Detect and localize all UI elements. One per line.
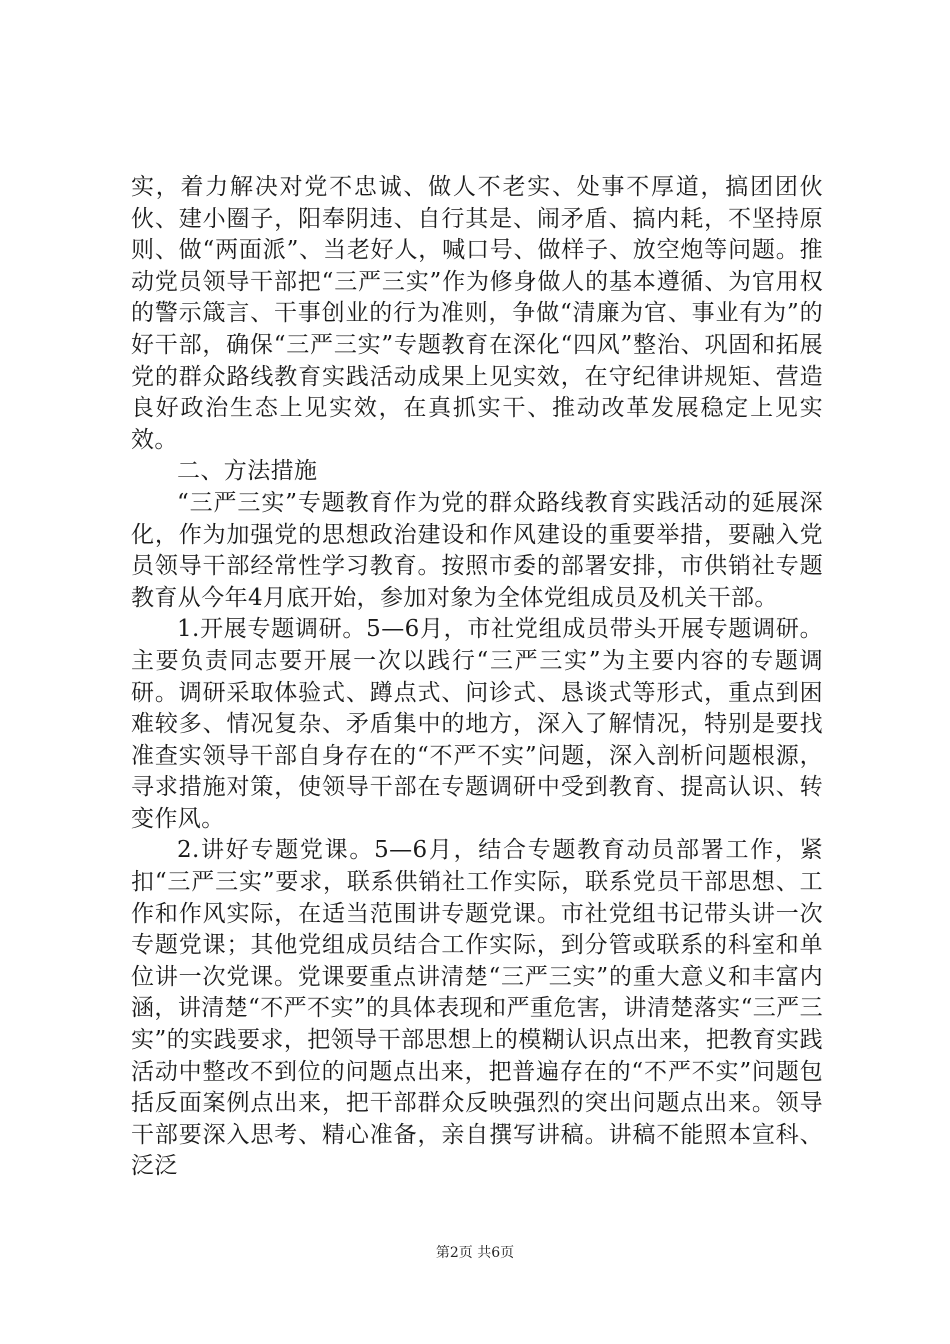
- paragraph-item-research: 1.开展专题调研。5—6月，市社党组成员带头开展专题调研。主要负责同志要开展一次以践行“三严三实”为主要内容的专题调研。调研采取体验式、蹲点式、问诊式、恳谈式等形式，重点到困难较多、情况复杂、矛盾集中的地方，深入了解情况，特别是要找准查实领导干部自身存在的“不严不实”问题，深入剖析问题根源，寻求措施对策，使领导干部在专题调研中受到教育、提高认识、转变作风。: [131, 616, 823, 832]
- paragraph-continuation: 实，着力解决对党不忠诚、做人不老实、处事不厚道，搞团团伙伙、建小圈子，阳奉阴违、自行其是、闹矛盾、搞内耗，不坚持原则、做“两面派”、当老好人，喊口号、做样子、放空炮等问题。推动党员领导干部把“三严三实”作为修身做人的基本遵循、为官用权的警示箴言、干事创业的行为准则，争做“清廉为官、事业有为”的好干部，确保“三严三实”专题教育在深化“四风”整治、巩固和拓展党的群众路线教育实践活动成果上见实效，在守纪律讲规矩、营造良好政治生态上见实效，在真抓实干、推动改革发展稳定上见实效。: [131, 174, 823, 453]
- document-body: [131, 172, 823, 1183]
- paragraph-intro-methods: “三严三实”专题教育作为党的群众路线教育实践活动的延展深化，作为加强党的思想政治建设和作风建设的重要举措，要融入党员领导干部经常性学习教育。按照市委的部署安排，市供销社专题教育从今年4月底开始，参加对象为全体党组成员及机关干部。: [131, 489, 823, 611]
- page-footer: 第2页 共6页: [435, 1245, 515, 1261]
- section-heading-methods: 二、方法措施: [177, 458, 318, 485]
- paragraph-item-party-lecture: 2.讲好专题党课。5—6月，结合专题教育动员部署工作，紧扣“三严三实”要求，联系供销社工作实际，联系党员干部思想、工作和作风实际，在适当范围讲专题党课。市社党组书记带头讲一次专题党课；其他党组成员结合工作实际，到分管或联系的科室和单位讲一次党课。党课要重点讲清楚“三严三实”的重大意义和丰富内涵，讲清楚“不严不实”的具体表现和严重危害，讲清楚落实“三严三实”的实践要求，把领导干部思想上的模糊认识点出来，把教育实践活动中整改不到位的问题点出来，把普遍存在的“不严不实”问题包括反面案例点出来，把干部群众反映强烈的突出问题点出来。领导干部要深入思考、精心准备，亲自撰写讲稿。讲稿不能照本宣科、泛泛: [131, 837, 823, 1180]
